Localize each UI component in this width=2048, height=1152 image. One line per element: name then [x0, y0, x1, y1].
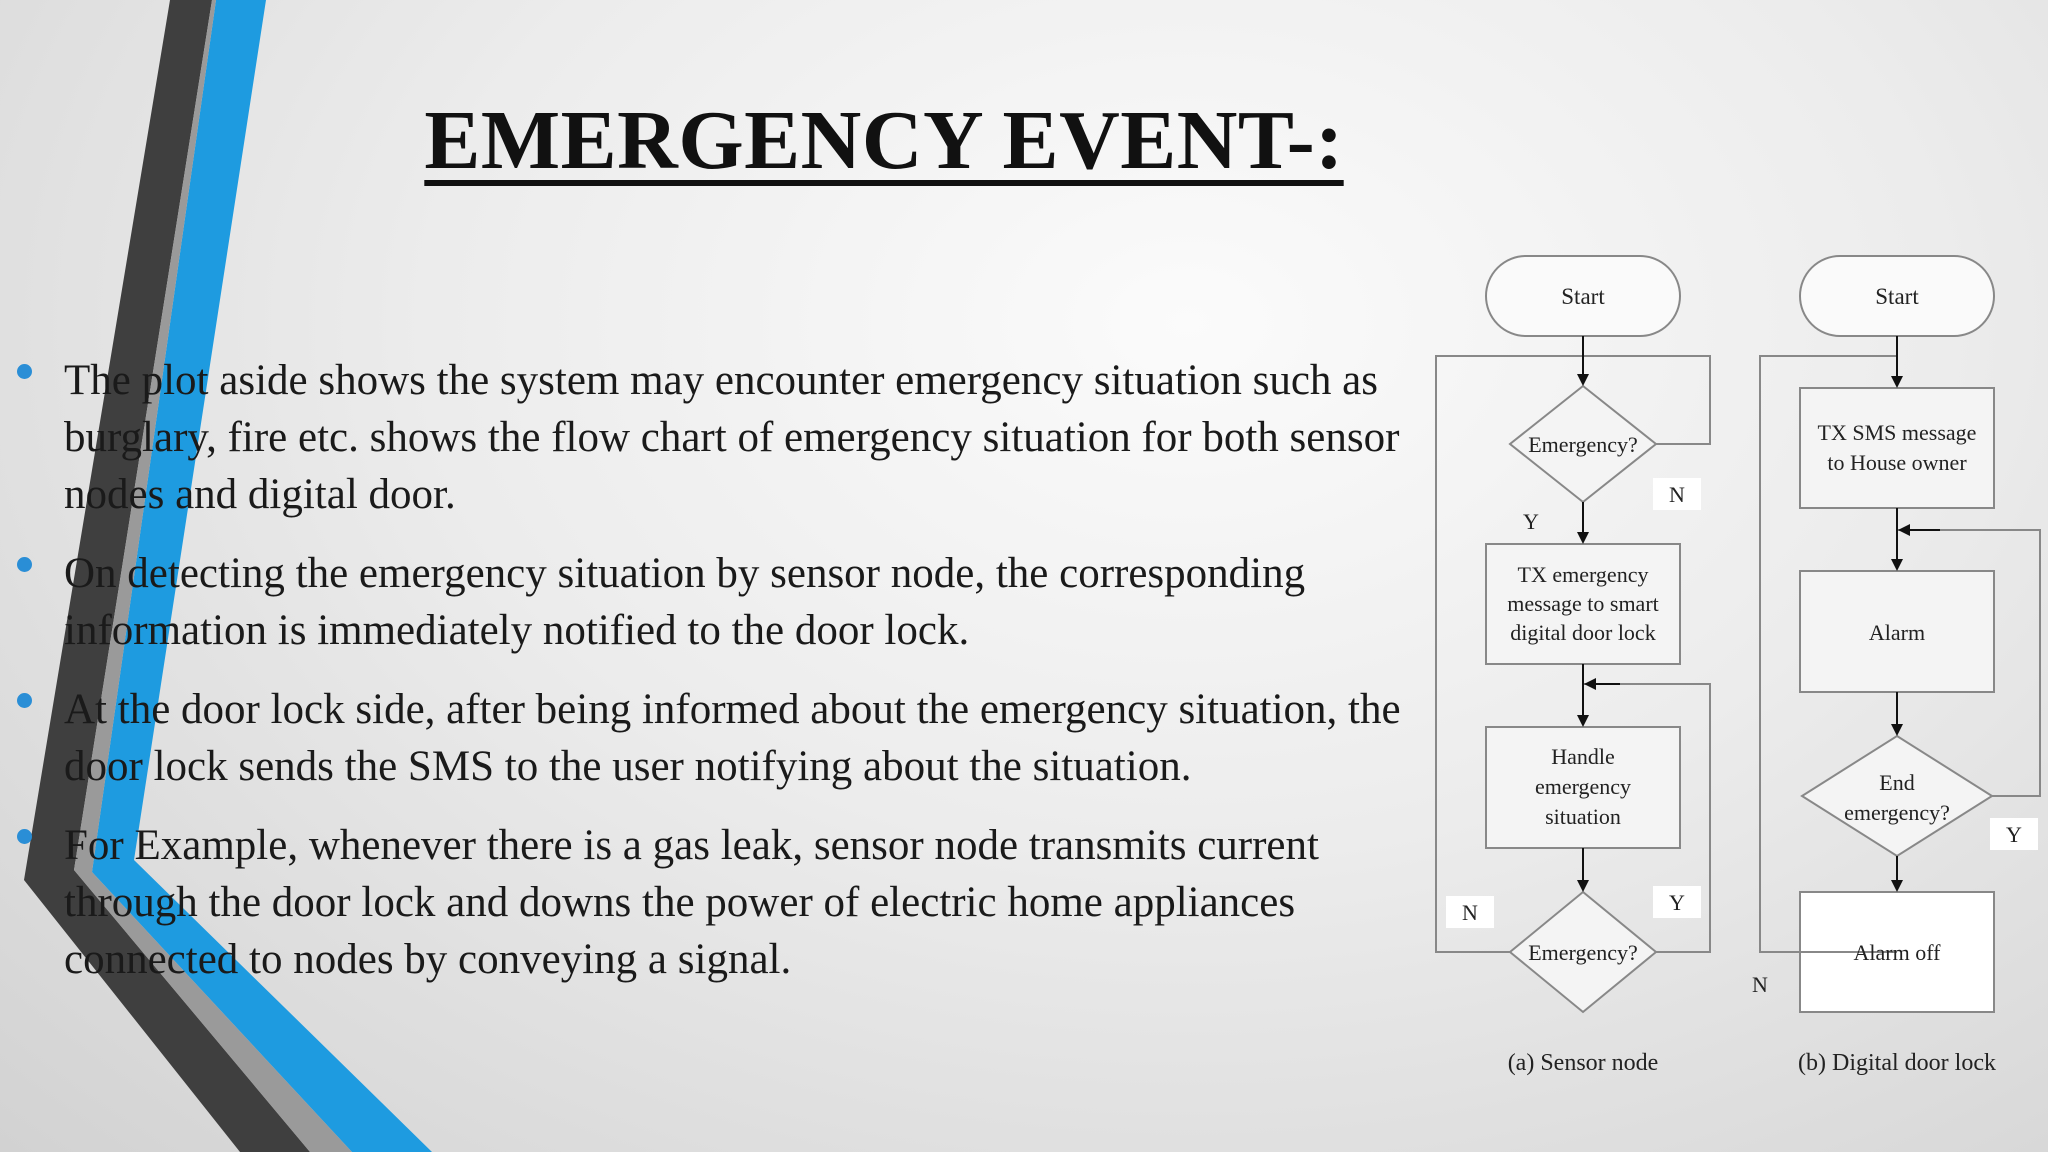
- sensor-tx-label: TX emergency: [1517, 562, 1649, 587]
- sensor-start-label: Start: [1561, 284, 1605, 309]
- bullet-dot-icon: [17, 557, 32, 572]
- flowchart: [1420, 240, 2048, 1090]
- door-y-label: Y: [2006, 822, 2022, 847]
- door-start-label: Start: [1875, 284, 1919, 309]
- sensor-tx-label: message to smart: [1507, 591, 1659, 616]
- bullet-list: [64, 352, 1404, 1010]
- bullet-dot-icon: [17, 693, 32, 708]
- bullet-item: [64, 817, 1404, 988]
- sensor-handle-label: Handle: [1551, 744, 1615, 769]
- bullet-item: [64, 545, 1404, 659]
- sensor-handle-label: situation: [1545, 804, 1621, 829]
- sensor-tx-label: digital door lock: [1510, 620, 1656, 645]
- door-alarm-label: Alarm: [1868, 620, 1926, 645]
- door-caption: (b) Digital door lock: [1798, 1050, 1996, 1076]
- bullet-dot-icon: [17, 829, 32, 844]
- slide-title: EMERGENCY EVENT-:: [424, 94, 1344, 187]
- sensor-decision-2-label: Emergency?: [1528, 940, 1638, 965]
- door-end-label: End: [1879, 770, 1915, 795]
- bullet-text: The plot aside shows the system may encounter emergency situation such as burglary, fire etc. shows the flow chart of emergency situation for both sensor nodes and digital door.: [64, 357, 1400, 518]
- door-alarm-off-label: Alarm off: [1853, 940, 1941, 965]
- sensor-y-top-label: Y: [1523, 509, 1539, 534]
- sensor-caption: (a) Sensor node: [1507, 1050, 1659, 1076]
- sensor-y-bottom-label: Y: [1669, 890, 1685, 915]
- door-sms-label: to House owner: [1827, 450, 1967, 475]
- bullet-text: For Example, whenever there is a gas leak, sensor node transmits current through the door lock and downs the power of electric home appliances connected to nodes by conveying a signal.: [64, 822, 1319, 983]
- bullet-text: On detecting the emergency situation by sensor node, the corresponding information is immediately notified to the door lock.: [64, 550, 1306, 654]
- door-n-label: N: [1752, 972, 1768, 997]
- sensor-n-top-label: N: [1669, 482, 1685, 507]
- bullet-dot-icon: [17, 364, 32, 379]
- sensor-n-bottom-label: N: [1462, 900, 1478, 925]
- door-sms-process: [1800, 388, 1994, 508]
- bullet-item: [64, 352, 1404, 523]
- sensor-handle-label: emergency: [1534, 774, 1632, 799]
- bullet-item: [64, 681, 1404, 795]
- sensor-decision-1-label: Emergency?: [1528, 432, 1638, 457]
- door-end-emergency-decision: [1802, 736, 1992, 856]
- bullet-text: At the door lock side, after being informed about the emergency situation, the door lock sends the SMS to the user notifying about the situation.: [64, 686, 1401, 790]
- door-end-label: emergency?: [1844, 800, 1950, 825]
- door-sms-label: TX SMS message: [1817, 420, 1977, 445]
